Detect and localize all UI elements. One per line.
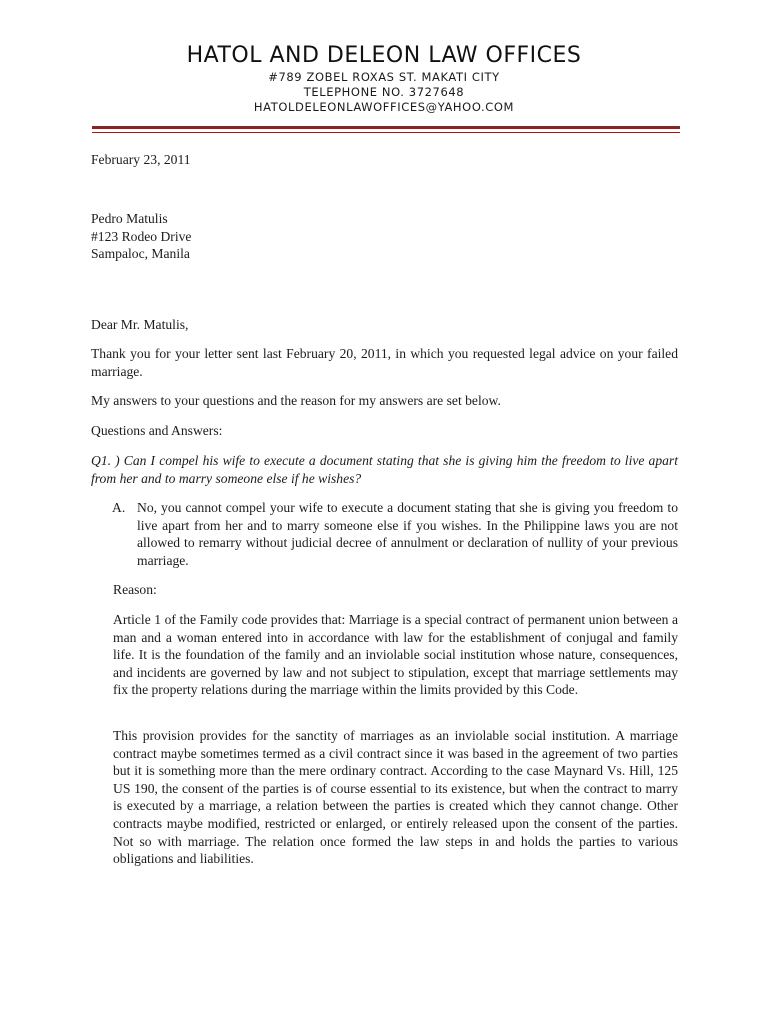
firm-address: #789 ZOBEL ROXAS ST. MAKATI CITY [268,70,500,84]
firm-telephone: TELEPHONE NO. 3727648 [303,85,465,99]
answer-1-text: No, you cannot compel your wife to execute a document stating that she is giving you freedom to live apart from her and to marry someone else if you wishes. In the Philippine laws you are not allowed to remarry without judicial decree of annulment or declaration of nullity of your previous marriage. [137,500,678,568]
recipient-city: Sampaloc, Manila [91,246,190,262]
letterhead [0,42,768,115]
reason-label: Reason: [113,582,157,597]
answer-1 [112,499,678,571]
recipient-street: #123 Rodeo Drive [91,228,192,244]
reason-paragraph-2: This provision provides for the sanctity of marriages as an inviolable social institution. A marriage contract maybe sometimes termed as a civil contract since it was based in the agreement of two parties but it is something more than the mere ordinary contract. According to the case Maynard Vs. Hill, 125 US 190, the consent of the parties is of course essential to its existence, but when the contract to marry is executed by a marriage, a relation between the parties is created which they cannot change. Other contracts maybe modified, restricted or enlarged, or entirely released upon the consent of the parties. Not so with marriage. The relation once formed the law steps in and holds the parties to various obligations and liabilities. [113,728,678,867]
letter-date: February 23, 2011 [91,152,191,167]
answer-1-marker: A. [112,500,126,515]
recipient-name: Pedro Matulis [91,211,168,226]
firm-name: HATOL AND DELEON LAW OFFICES [186,43,582,68]
firm-email: HATOLDELEONLAWOFFICES@YAHOO.COM [253,100,515,114]
reason-paragraph-1: Article 1 of the Family code provides that: Marriage is a special contract of permanent union between a man and a woman entered into in accordance with law for the establishment of conjugal and family life. It is the foundation of the family and an inviolable social institution whose nature, consequences, and incidents are governed by law and not subject to stipulation, except that marriage settlements may fix the property relations during the marriage within the limits provided by this Code. [113,612,678,698]
letterhead-divider-thick [92,126,680,129]
qa-heading: Questions and Answers: [91,423,223,438]
recipient-block [91,210,678,263]
intro-paragraph: Thank you for your letter sent last February 20, 2011, in which you requested legal advice on your failed marriage. [91,346,678,379]
question-1: Q1. ) Can I compel his wife to execute a document stating that she is giving him the freedom to live apart from her and to marry someone else if he wishes? [91,453,678,486]
letterhead-divider-thin [92,132,680,133]
salutation: Dear Mr. Matulis, [91,317,189,332]
answers-intro: My answers to your questions and the reason for my answers are set below. [91,393,501,408]
